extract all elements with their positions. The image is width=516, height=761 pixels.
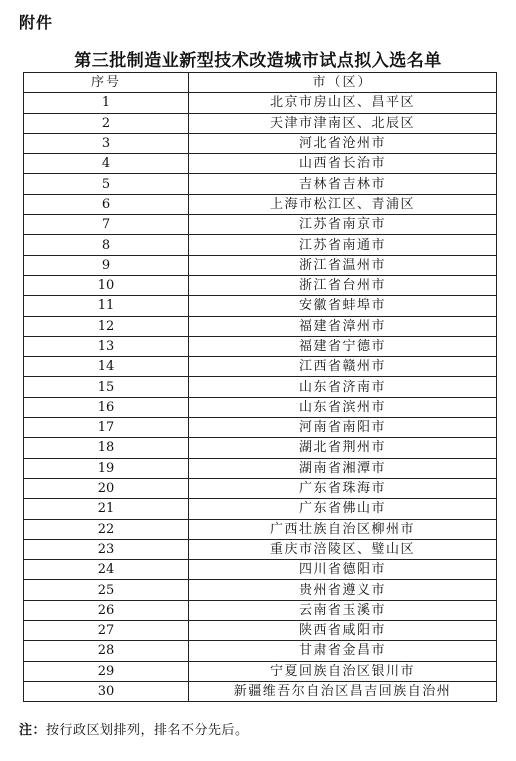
row-serial-number: 21	[24, 499, 189, 519]
footnote	[19, 719, 249, 738]
table-row	[24, 661, 497, 681]
pilot-city-table	[23, 72, 497, 702]
row-city-district: 广东省珠海市	[189, 478, 497, 498]
row-serial-number: 12	[24, 316, 189, 336]
row-serial-number: 6	[24, 194, 189, 214]
row-serial-number: 2	[24, 113, 189, 133]
row-city-district: 天津市津南区、北辰区	[189, 113, 497, 133]
row-city-district: 甘肃省金昌市	[189, 641, 497, 661]
row-serial-number: 29	[24, 661, 189, 681]
row-city-district: 湖南省湘潭市	[189, 458, 497, 478]
row-serial-number: 7	[24, 215, 189, 235]
table-row	[24, 560, 497, 580]
row-city-district: 江西省赣州市	[189, 357, 497, 377]
table-row	[24, 600, 497, 620]
table-row	[24, 458, 497, 478]
row-city-district: 广东省佛山市	[189, 499, 497, 519]
table-row	[24, 316, 497, 336]
table-row	[24, 357, 497, 377]
header-city-district: 市（区）	[189, 73, 497, 93]
table-row	[24, 377, 497, 397]
table-row	[24, 133, 497, 153]
row-serial-number: 26	[24, 600, 189, 620]
table-row	[24, 397, 497, 417]
table-row	[24, 296, 497, 316]
row-serial-number: 10	[24, 275, 189, 295]
row-serial-number: 4	[24, 154, 189, 174]
row-city-district: 江苏省南通市	[189, 235, 497, 255]
table-row	[24, 235, 497, 255]
row-city-district: 安徽省蚌埠市	[189, 296, 497, 316]
row-serial-number: 24	[24, 560, 189, 580]
table-row	[24, 194, 497, 214]
row-serial-number: 17	[24, 418, 189, 438]
row-city-district: 陕西省咸阳市	[189, 621, 497, 641]
row-serial-number: 20	[24, 478, 189, 498]
footnote-text: 按行政区划排列，排名不分先后。	[46, 723, 249, 738]
row-serial-number: 3	[24, 133, 189, 153]
header-serial-number: 序号	[24, 73, 189, 93]
row-serial-number: 11	[24, 296, 189, 316]
table-row	[24, 580, 497, 600]
row-city-district: 上海市松江区、青浦区	[189, 194, 497, 214]
footnote-label: 注：	[19, 723, 47, 738]
row-serial-number: 8	[24, 235, 189, 255]
row-serial-number: 25	[24, 580, 189, 600]
row-city-district: 山东省济南市	[189, 377, 497, 397]
row-city-district: 重庆市涪陵区、璧山区	[189, 539, 497, 559]
table-row	[24, 499, 497, 519]
row-city-district: 福建省宁德市	[189, 336, 497, 356]
row-serial-number: 14	[24, 357, 189, 377]
row-city-district: 浙江省温州市	[189, 255, 497, 275]
table-row	[24, 641, 497, 661]
table-row	[24, 519, 497, 539]
table-row	[24, 174, 497, 194]
row-serial-number: 28	[24, 641, 189, 661]
row-serial-number: 15	[24, 377, 189, 397]
table-row	[24, 438, 497, 458]
row-city-district: 福建省漳州市	[189, 316, 497, 336]
table-row	[24, 113, 497, 133]
row-serial-number: 9	[24, 255, 189, 275]
row-city-district: 广西壮族自治区柳州市	[189, 519, 497, 539]
row-serial-number: 23	[24, 539, 189, 559]
row-serial-number: 18	[24, 438, 189, 458]
table-header-row	[24, 73, 497, 93]
row-city-district: 江苏省南京市	[189, 215, 497, 235]
row-serial-number: 5	[24, 174, 189, 194]
row-city-district: 四川省德阳市	[189, 560, 497, 580]
row-city-district: 湖北省荆州市	[189, 438, 497, 458]
row-serial-number: 16	[24, 397, 189, 417]
table-row	[24, 255, 497, 275]
table-body	[24, 93, 497, 702]
row-serial-number: 22	[24, 519, 189, 539]
table-row	[24, 275, 497, 295]
row-serial-number: 13	[24, 336, 189, 356]
table-row	[24, 621, 497, 641]
table-row	[24, 215, 497, 235]
row-city-district: 新疆维吾尔自治区昌吉回族自治州	[189, 681, 497, 701]
table-row	[24, 336, 497, 356]
row-city-district: 山东省滨州市	[189, 397, 497, 417]
table-row	[24, 418, 497, 438]
row-city-district: 北京市房山区、昌平区	[189, 93, 497, 113]
row-serial-number: 27	[24, 621, 189, 641]
row-city-district: 宁夏回族自治区银川市	[189, 661, 497, 681]
table-row	[24, 681, 497, 701]
row-city-district: 河北省沧州市	[189, 133, 497, 153]
row-city-district: 贵州省遵义市	[189, 580, 497, 600]
row-city-district: 山西省长治市	[189, 154, 497, 174]
row-city-district: 浙江省台州市	[189, 275, 497, 295]
row-city-district: 河南省南阳市	[189, 418, 497, 438]
attachment-label: 附件	[19, 13, 54, 32]
row-serial-number: 1	[24, 93, 189, 113]
table-row	[24, 154, 497, 174]
table-row	[24, 93, 497, 113]
row-city-district: 云南省玉溪市	[189, 600, 497, 620]
row-serial-number: 19	[24, 458, 189, 478]
document-title: 第三批制造业新型技术改造城市试点拟入选名单	[74, 51, 442, 71]
table-row	[24, 478, 497, 498]
table-row	[24, 539, 497, 559]
row-city-district: 吉林省吉林市	[189, 174, 497, 194]
row-serial-number: 30	[24, 681, 189, 701]
